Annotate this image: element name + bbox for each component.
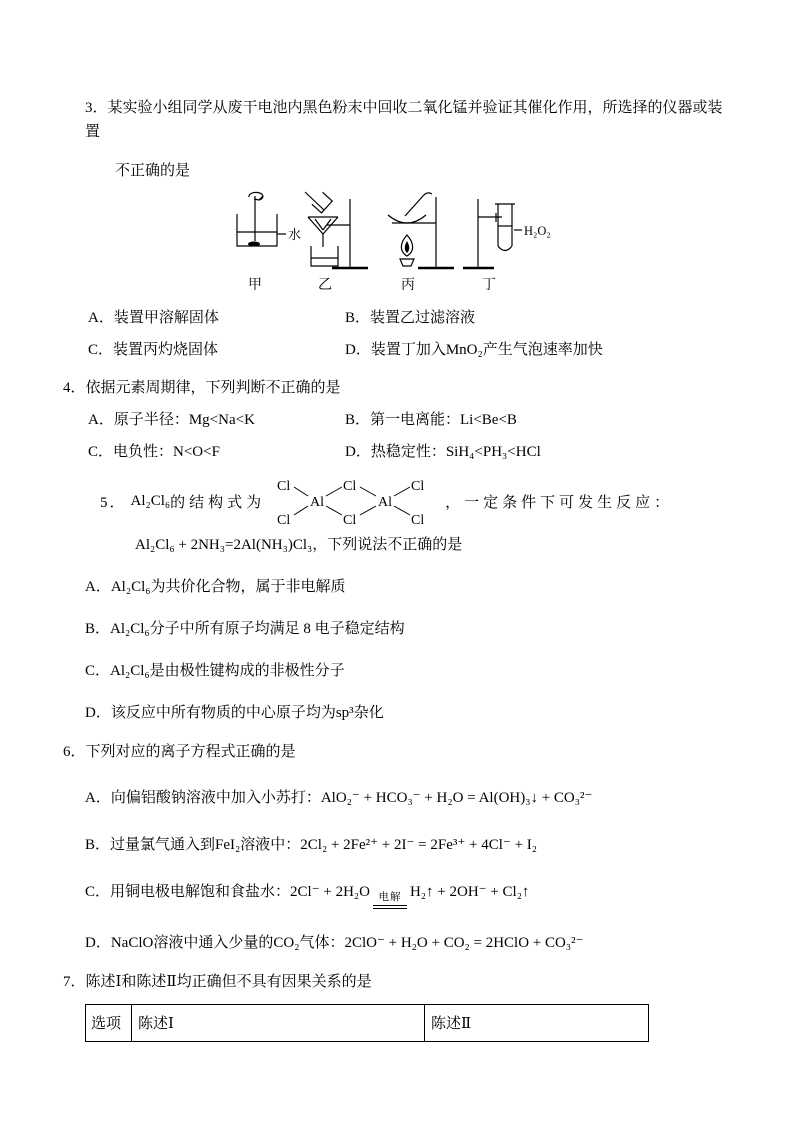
water-label: 水 [288,227,302,242]
q5-option-b-text: 分子中所有原子均满足 8 电子稳定结构 [149,621,405,637]
q5-option-d [85,701,734,726]
q3-option-c: C．装置丙灼烧固体 [88,342,219,358]
q4-option-b-text: B．第一电离能： [345,412,461,428]
bond-6 [360,506,376,515]
q6-option-a-equation: AlO₂⁻ + HCO₃⁻ + H₂O = Al(OH)₃↓ + CO₃²⁻ [320,790,593,806]
h2o2-label: H₂O₂ [524,224,551,238]
question-5 [63,472,734,726]
q6-option-b-equation: 2Cl₂ + 2Fe²⁺ + 2I⁻ = 2Fe³⁺ + 4Cl⁻ + I₂ [300,837,538,853]
q6-option-d [85,930,734,956]
q3-option-d-text: D．装置丁加入 [345,342,446,358]
receiving-beaker [311,246,338,266]
q3-apparatus-figure [226,189,734,298]
rod-hook [423,193,432,196]
label-jia: 甲 [248,278,262,293]
bond-7 [394,487,410,496]
atom-cl-top-left: Cl [277,479,291,494]
atom-al-left: Al [310,495,325,510]
q4-option-c-text: C．电负性： [88,444,174,460]
label-bing: 丙 [401,278,415,293]
q5-option-c [85,659,734,684]
q7-header-option: 选项 [86,1004,132,1041]
q3-option-d [345,338,734,362]
bond-3 [326,487,342,496]
q6-option-c-eq-left: 2Cl⁻ + 2H₂O [290,884,370,900]
al2cl6-structure-svg [271,472,439,530]
q7-header-statement2: 陈述Ⅱ [425,1004,649,1041]
bond-8 [394,506,410,515]
q5-number: 5． [100,494,127,511]
bond-4 [326,506,342,515]
q5-option-c-text: 是由极性键构成的非极性分子 [149,663,345,679]
question-3 [63,96,734,362]
question-6 [63,740,734,956]
q5-intro-line [100,472,734,530]
question-4 [63,376,734,464]
q5-option-a-formula: Al₂Cl₆ [110,579,151,595]
q5-option-a-label: A． [85,579,111,595]
atom-cl-top-right: Cl [411,479,425,494]
q5-equation-line [135,532,734,558]
pouring-beaker [312,192,332,213]
q5-intro-text2: ，一定条件下可发生反应： [445,494,674,511]
q5-option-c-formula: Al₂Cl₆ [110,663,150,679]
q6-option-d-text2: 气体： [299,934,345,951]
q4-option-a-text: A．原子半径： [88,412,189,428]
q4-options [88,408,734,464]
q6-option-d-formula1: NaClO [110,934,154,951]
solid-sample [248,242,260,247]
q3-option-b: B．装置乙过滤溶液 [345,310,476,326]
bond-1 [294,487,308,496]
q6-option-a [85,785,734,811]
q4-option-c-formula: N<O<F [173,444,220,460]
q3-option-a: A．装置甲溶解固体 [88,310,219,326]
q3-option-d-formula: MnO₂ [445,342,483,358]
q6-option-d-formula2: CO₂ [273,934,300,951]
apparatus-yi [305,192,368,268]
q5-option-b-label: B． [85,621,111,637]
q7-header-statement1: 陈述Ⅰ [132,1004,425,1041]
q4-option-b [345,408,734,432]
question-7 [63,970,734,1042]
q4-option-d-formula: SiH₄<PH₃<HCl [445,444,541,460]
flame-core [405,241,410,253]
q3-option-d-text2: 产生气泡速率加快 [482,342,603,358]
q6-title: 6．下列对应的离子方程式正确的是 [63,744,296,760]
q4-option-a [88,408,345,432]
q6-option-b-text: B．过量氯气通入到 [85,837,216,853]
q4-option-d-text: D．热稳定性： [345,444,446,460]
q6-option-d-text: 溶液中通入少量的 [153,934,274,951]
q7-title: 7．陈述Ⅰ和陈述Ⅱ均正确但不具有因果关系的是 [63,973,372,990]
q6-option-b-formula1: FeI₂ [215,837,241,853]
atom-cl-bottom-mid: Cl [343,513,357,528]
q5-option-d-text2: 杂化 [353,705,384,721]
q4-option-a-formula: Mg<Na<K [188,412,255,428]
atom-cl-bottom-right: Cl [411,513,425,528]
q6-option-b-text2: 溶液中： [240,837,301,853]
q4-option-c [88,440,345,464]
q5-option-a [85,575,734,600]
q4-option-b-formula: Li<Be<B [460,412,517,428]
lamp-base [400,259,414,266]
filter-paper-left [315,219,323,230]
q5-intro-formula: Al₂Cl₆ [130,492,171,509]
q4-option-d [345,440,734,464]
q7-table-header-row [86,1004,649,1041]
q5-option-a-text: 为共价化合物，属于非电解质 [150,579,346,595]
q5-equation: Al₂Cl₆ + 2NH₃=2Al(NH₃)Cl₃ [135,537,313,553]
q6-option-d-label: D． [85,934,111,951]
q5-option-b [85,617,734,642]
q4-title: 4．依据元素周期律，下列判断不正确的是 [63,380,341,396]
atom-cl-bottom-left: Cl [277,513,291,528]
electrolysis-condition [373,892,407,909]
q5-intro-text: 的结构式为 [170,494,266,511]
q3-text-line1: 3．某实验小组同学从废干电池内黑色粉末中回收二氧化锰并验证其催化作用，所选择的仪器或装置 [85,100,723,140]
q5-option-d-text: D．该反应中所有物质的中心原子均为 [85,705,336,721]
q6-option-a-text: A．向偏铝酸钠溶液中加入小苏打： [85,790,321,806]
q6-option-c-text: C．用铜电极电解饱和食盐水： [85,884,291,900]
q3-text-line2: 不正确的是 [115,163,191,179]
double-equals-line [373,905,407,909]
apparatus-jia [237,192,286,246]
bond-5 [360,487,376,496]
glass-rod-bing [405,196,423,216]
apparatus-ding [463,199,522,268]
q5-option-d-formula: sp³ [335,705,354,721]
q6-option-c [85,879,734,909]
q5-equation-post: ，下列说法不正确的是 [312,537,463,553]
atom-cl-top-mid: Cl [343,479,357,494]
label-yi: 乙 [318,278,332,293]
label-ding: 丁 [482,278,496,293]
apparatus-diagram-svg [226,189,556,293]
atom-al-right: Al [378,495,393,510]
q7-table [85,1004,649,1042]
apparatus-bing [388,193,454,268]
bond-2 [294,506,308,515]
q5-option-c-label: C． [85,663,111,679]
beaker-jia [237,214,277,246]
q6-option-c-condition-label: 电解 [378,892,402,903]
q6-option-d-equation: 2ClO⁻ + H₂O + CO₂ = 2HClO + CO₃²⁻ [344,934,584,951]
q6-option-b [85,832,734,858]
q5-option-b-formula: Al₂Cl₆ [110,621,150,637]
q6-option-c-eq-right: H₂↑ + 2OH⁻ + Cl₂↑ [409,884,530,900]
q3-options [88,306,734,362]
evaporating-dish [388,215,426,223]
test-tube-bottom [498,246,512,251]
